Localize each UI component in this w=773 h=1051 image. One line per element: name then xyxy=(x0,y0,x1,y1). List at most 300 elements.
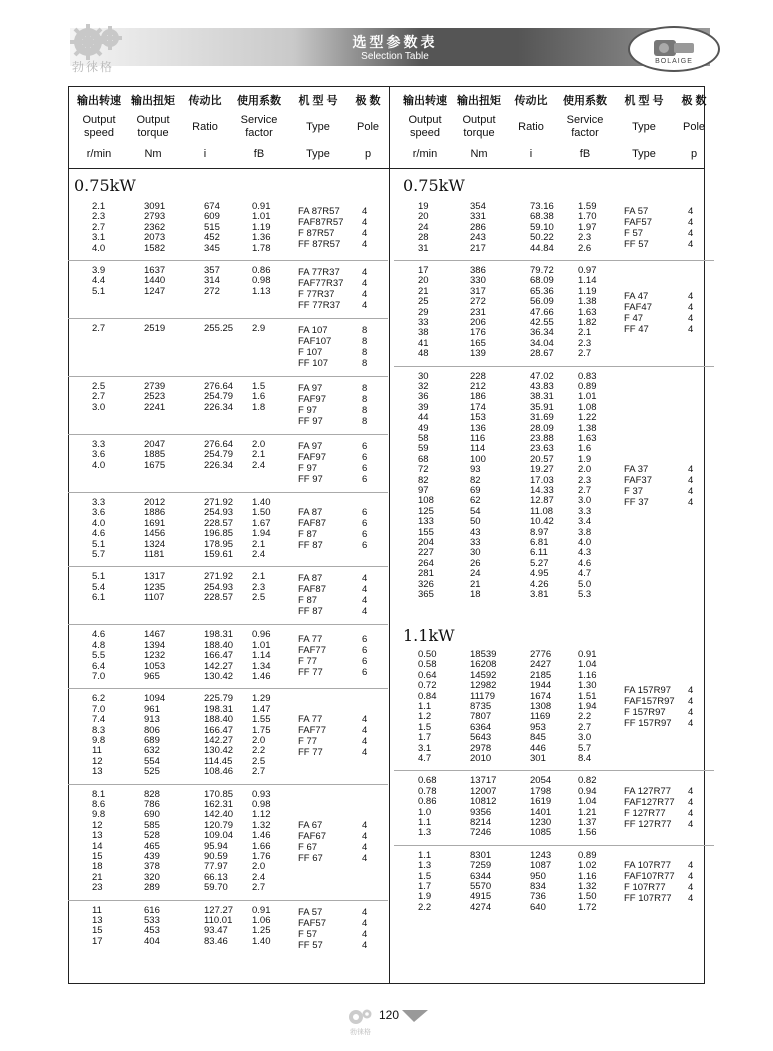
cell-speed: 5.4 xyxy=(92,581,106,593)
cell-torque: 828 xyxy=(144,788,160,800)
cell-torque: 62 xyxy=(470,495,481,507)
cell-sf: 1.5 xyxy=(252,381,266,392)
cell-torque: 1235 xyxy=(144,581,166,593)
cell-torque: 286 xyxy=(470,221,486,233)
group-separator xyxy=(68,566,388,567)
group-separator xyxy=(68,434,388,435)
cell-torque: 2978 xyxy=(470,742,492,754)
type-cell: FF 77 xyxy=(298,747,323,758)
cell-ratio: 44.84 xyxy=(530,242,554,254)
cell-speed: 326 xyxy=(418,578,434,590)
cell-sf: 0.83 xyxy=(578,370,597,382)
type-cell: FA 107R77 xyxy=(624,860,672,871)
cell-sf: 5.0 xyxy=(578,578,592,590)
pole-cell: 4 xyxy=(688,818,694,830)
cell-ratio: 50.22 xyxy=(530,232,554,244)
cell-torque: 2241 xyxy=(144,401,166,413)
cell-ratio: 108.46 xyxy=(204,766,234,778)
cell-speed: 7.4 xyxy=(92,714,106,726)
cell-torque: 525 xyxy=(144,766,160,778)
pole-cell: 8 xyxy=(362,358,368,369)
cell-speed: 33 xyxy=(418,317,429,328)
footer-gear-icon xyxy=(346,1006,376,1028)
cell-torque: 30 xyxy=(470,547,481,559)
pole-cell: 4 xyxy=(688,696,694,708)
cell-speed: 1.2 xyxy=(418,711,432,723)
cell-torque: 1247 xyxy=(144,285,166,297)
cell-torque: 331 xyxy=(470,211,486,223)
cell-ratio: 254.79 xyxy=(204,391,234,403)
cell-sf: 1.32 xyxy=(578,881,597,892)
cell-ratio: 66.13 xyxy=(204,871,228,883)
header-unit-1: Nm xyxy=(144,148,162,160)
cell-torque: 965 xyxy=(144,671,160,682)
type-cell: FA 87R57 xyxy=(298,206,340,217)
cell-ratio: 357 xyxy=(204,265,220,276)
cell-torque: 1582 xyxy=(144,242,166,254)
pole-cell: 8 xyxy=(362,347,368,358)
pole-cell: 4 xyxy=(362,584,368,596)
cell-ratio: 23.88 xyxy=(530,433,554,444)
cell-torque: 2047 xyxy=(144,439,166,450)
cell-sf: 2.3 xyxy=(578,474,592,486)
cell-ratio: 130.42 xyxy=(204,671,234,682)
header-rule xyxy=(68,168,705,169)
cell-speed: 0.84 xyxy=(418,690,437,702)
cell-ratio: 1401 xyxy=(530,806,552,818)
cell-sf: 1.59 xyxy=(578,201,597,212)
cell-speed: 3.3 xyxy=(92,439,106,450)
cell-ratio: 59.10 xyxy=(530,221,554,233)
cell-sf: 2.7 xyxy=(252,766,266,778)
cell-torque: 806 xyxy=(144,724,160,736)
cell-torque: 1637 xyxy=(144,265,166,276)
header-cn-4: 机 型 号 xyxy=(624,95,664,107)
pole-cell: 4 xyxy=(362,917,368,929)
type-cell: FAF87 xyxy=(298,584,326,596)
cell-sf: 1.46 xyxy=(252,830,271,842)
cell-speed: 264 xyxy=(418,557,434,569)
pole-cell: 4 xyxy=(362,606,368,618)
type-cell: FF 97 xyxy=(298,416,323,427)
pole-cell: 4 xyxy=(362,819,368,831)
cell-torque: 136 xyxy=(470,422,486,434)
header-en-4: Type xyxy=(632,121,656,133)
type-cell: F 157R97 xyxy=(624,707,666,719)
cell-sf: 2.7 xyxy=(578,485,592,496)
cell-speed: 12 xyxy=(92,755,103,767)
pole-cell: 6 xyxy=(362,518,368,530)
section-title-075kw-left: 0.75kW xyxy=(74,176,136,195)
cell-ratio: 254.93 xyxy=(204,581,234,593)
cell-ratio: 225.79 xyxy=(204,693,234,705)
cell-sf: 2.1 xyxy=(578,327,592,339)
cell-sf: 1.55 xyxy=(252,714,271,726)
cell-ratio: 90.59 xyxy=(204,851,228,862)
header-unit-5: p xyxy=(364,148,372,160)
cell-speed: 82 xyxy=(418,474,429,486)
cell-sf: 1.12 xyxy=(252,809,271,821)
cell-sf: 0.94 xyxy=(578,785,597,797)
cell-ratio: 226.34 xyxy=(204,459,234,471)
cell-speed: 14 xyxy=(92,840,103,852)
header-cn-1: 输出扭矩 xyxy=(131,95,175,107)
cell-speed: 44 xyxy=(418,412,429,424)
cell-ratio: 188.40 xyxy=(204,714,234,726)
type-cell: FAF67 xyxy=(298,830,326,842)
cell-sf: 1.32 xyxy=(252,819,271,831)
cell-ratio: 95.94 xyxy=(204,840,228,852)
cell-torque: 69 xyxy=(470,485,481,496)
pole-cell: 4 xyxy=(688,785,694,797)
cell-torque: 139 xyxy=(470,348,486,360)
cell-sf: 2.5 xyxy=(252,592,266,604)
type-cell: FF 157R97 xyxy=(624,718,672,730)
cell-torque: 116 xyxy=(470,433,486,444)
cell-ratio: 314 xyxy=(204,275,220,287)
header-unit-2: i xyxy=(203,148,207,160)
pole-cell: 6 xyxy=(362,667,368,679)
cell-ratio: 14.33 xyxy=(530,485,554,496)
type-cell: FAF157R97 xyxy=(624,696,675,708)
cell-torque: 3091 xyxy=(144,201,166,212)
cell-torque: 2362 xyxy=(144,221,166,233)
cell-torque: 114 xyxy=(470,443,486,455)
cell-torque: 5570 xyxy=(470,881,492,892)
cell-ratio: 254.79 xyxy=(204,449,234,461)
page-banner xyxy=(0,0,773,78)
type-cell: FAF127R77 xyxy=(624,796,675,808)
pole-cell: 4 xyxy=(362,906,368,918)
type-cell: F 97 xyxy=(298,463,318,474)
type-cell: F 77R37 xyxy=(298,289,335,300)
cell-speed: 1.7 xyxy=(418,732,432,744)
cell-ratio: 68.09 xyxy=(530,275,554,287)
pole-cell: 8 xyxy=(362,336,368,347)
pole-cell: 4 xyxy=(688,301,694,313)
cell-speed: 2.7 xyxy=(92,391,106,403)
cell-sf: 1.67 xyxy=(252,517,271,529)
cell-ratio: 11.08 xyxy=(530,505,554,517)
pole-cell: 4 xyxy=(688,860,694,871)
cell-torque: 2073 xyxy=(144,232,166,244)
cell-speed: 21 xyxy=(418,285,429,297)
cell-speed: 3.6 xyxy=(92,449,106,461)
cell-sf: 1.50 xyxy=(252,507,271,519)
cell-ratio: 127.27 xyxy=(204,904,234,916)
type-cell: F 107R77 xyxy=(624,882,666,893)
cell-speed: 204 xyxy=(418,537,434,548)
cell-sf: 2.7 xyxy=(252,882,266,894)
cell-ratio: 1944 xyxy=(530,680,552,692)
cell-speed: 2.7 xyxy=(92,221,106,233)
cell-ratio: 446 xyxy=(530,742,546,754)
cell-speed: 13 xyxy=(92,830,103,842)
cell-torque: 176 xyxy=(470,327,486,339)
pole-cell: 4 xyxy=(688,228,694,239)
cell-ratio: 43.83 xyxy=(530,381,554,392)
cell-speed: 1.0 xyxy=(418,806,432,818)
cell-sf: 2.0 xyxy=(252,735,266,746)
pole-cell: 4 xyxy=(688,796,694,808)
cell-ratio: 4.95 xyxy=(530,568,549,580)
cell-speed: 0.78 xyxy=(418,785,437,797)
cell-speed: 1.5 xyxy=(418,721,432,733)
cell-speed: 3.9 xyxy=(92,265,106,276)
cell-torque: 378 xyxy=(144,861,160,873)
cell-speed: 5.5 xyxy=(92,650,106,662)
cell-ratio: 255.25 xyxy=(204,323,234,334)
type-cell: FAF107R77 xyxy=(624,871,675,882)
cell-speed: 3.6 xyxy=(92,507,106,519)
group-separator xyxy=(394,366,714,367)
header-cn-3: 使用系数 xyxy=(563,95,607,107)
type-cell: FA 97 xyxy=(298,383,323,394)
cell-ratio: 120.79 xyxy=(204,819,234,831)
pole-cell: 6 xyxy=(362,463,368,474)
cell-ratio: 254.93 xyxy=(204,507,234,519)
cell-speed: 32 xyxy=(418,381,429,392)
cell-ratio: 226.34 xyxy=(204,401,234,413)
type-cell: F 37 xyxy=(624,486,644,497)
cell-speed: 12 xyxy=(92,819,103,831)
cell-ratio: 20.57 xyxy=(530,453,554,465)
cell-ratio: 188.40 xyxy=(204,639,234,651)
cell-ratio: 23.63 xyxy=(530,443,554,455)
cell-speed: 1.1 xyxy=(418,849,432,861)
cell-ratio: 5.27 xyxy=(530,557,549,569)
type-cell: FA 107 xyxy=(298,325,328,336)
cell-torque: 317 xyxy=(470,285,486,297)
cell-speed: 8.1 xyxy=(92,788,106,800)
cell-speed: 2.2 xyxy=(418,901,432,913)
header-unit-0: r/min xyxy=(86,148,112,160)
cell-torque: 330 xyxy=(470,275,486,287)
cell-speed: 23 xyxy=(92,882,103,894)
group-separator xyxy=(68,900,388,901)
group-separator xyxy=(68,376,388,377)
type-cell: F 87 xyxy=(298,529,318,541)
cell-ratio: 38.31 xyxy=(530,391,554,403)
cell-sf: 3.0 xyxy=(578,495,592,507)
cell-torque: 206 xyxy=(470,317,486,328)
cell-speed: 7.0 xyxy=(92,671,106,682)
cell-torque: 1467 xyxy=(144,629,166,641)
cell-ratio: 272 xyxy=(204,285,220,297)
cell-ratio: 110.01 xyxy=(204,915,233,926)
type-cell: FAF37 xyxy=(624,475,652,486)
cell-speed: 4.0 xyxy=(92,517,106,529)
cell-torque: 228 xyxy=(470,370,486,382)
pole-cell: 4 xyxy=(362,747,368,758)
cell-sf: 1.40 xyxy=(252,497,271,508)
cell-speed: 0.72 xyxy=(418,680,437,692)
pole-cell: 4 xyxy=(688,807,694,819)
cell-sf: 1.37 xyxy=(578,817,597,828)
pole-cell: 4 xyxy=(688,206,694,217)
cell-sf: 1.76 xyxy=(252,851,271,862)
cell-torque: 165 xyxy=(470,337,486,349)
cell-torque: 2519 xyxy=(144,323,166,334)
cell-ratio: 73.16 xyxy=(530,201,554,212)
pole-cell: 6 xyxy=(362,529,368,541)
cell-ratio: 47.02 xyxy=(530,370,554,382)
header-cn-5: 极 数 xyxy=(681,95,707,107)
cell-speed: 58 xyxy=(418,433,429,444)
cell-sf: 1.38 xyxy=(578,296,597,308)
cell-torque: 1885 xyxy=(144,449,166,461)
cell-torque: 243 xyxy=(470,232,486,244)
type-cell: FA 47 xyxy=(624,290,649,302)
type-cell: FAF107 xyxy=(298,336,332,347)
pole-cell: 4 xyxy=(688,475,694,486)
cell-sf: 1.08 xyxy=(578,401,597,413)
cell-sf: 1.97 xyxy=(578,221,597,233)
cell-sf: 1.47 xyxy=(252,703,271,715)
cell-sf: 1.29 xyxy=(252,693,271,705)
cell-sf: 4.3 xyxy=(578,547,592,559)
pole-cell: 4 xyxy=(362,725,368,736)
cell-sf: 4.0 xyxy=(578,537,592,548)
cell-torque: 6344 xyxy=(470,870,492,882)
brand-logo-badge xyxy=(628,26,720,72)
type-cell: FA 57 xyxy=(298,906,323,918)
type-cell: F 57 xyxy=(298,928,318,940)
cell-torque: 320 xyxy=(144,871,160,883)
cell-torque: 1440 xyxy=(144,275,166,287)
cell-speed: 5.1 xyxy=(92,538,106,550)
type-cell: FF 57 xyxy=(624,239,649,250)
cell-torque: 453 xyxy=(144,925,160,937)
header-en-5: Pole xyxy=(682,121,706,133)
cell-speed: 39 xyxy=(418,401,429,413)
cell-speed: 1.1 xyxy=(418,817,432,828)
cell-torque: 8214 xyxy=(470,817,492,828)
cell-sf: 3.8 xyxy=(578,526,592,538)
cell-torque: 2793 xyxy=(144,211,166,223)
pole-cell: 4 xyxy=(688,685,694,697)
pole-cell: 4 xyxy=(688,707,694,719)
pole-cell: 8 xyxy=(362,405,368,416)
cell-sf: 3.0 xyxy=(578,732,592,744)
cell-sf: 0.93 xyxy=(252,788,271,800)
cell-speed: 41 xyxy=(418,337,429,349)
cell-torque: 616 xyxy=(144,904,160,916)
type-cell: FF 127R77 xyxy=(624,818,672,830)
pole-cell: 6 xyxy=(362,540,368,552)
cell-torque: 93 xyxy=(470,464,481,476)
type-cell: FF 67 xyxy=(298,852,323,864)
header-cn-4: 机 型 号 xyxy=(298,95,338,107)
cell-ratio: 170.85 xyxy=(204,788,234,800)
cell-torque: 153 xyxy=(470,412,486,424)
pole-cell: 4 xyxy=(362,228,368,239)
type-cell: FF 107 xyxy=(298,358,329,369)
cell-torque: 2012 xyxy=(144,497,166,508)
cell-ratio: 166.47 xyxy=(204,724,234,736)
cell-torque: 212 xyxy=(470,381,486,392)
pole-cell: 4 xyxy=(362,206,368,217)
cell-sf: 0.98 xyxy=(252,799,271,810)
type-cell: FA 127R77 xyxy=(624,785,672,797)
cell-sf: 1.25 xyxy=(252,925,271,937)
type-cell: FA 157R97 xyxy=(624,685,672,697)
cell-ratio: 2776 xyxy=(530,649,552,660)
cell-sf: 2.7 xyxy=(578,721,592,733)
cell-ratio: 8.97 xyxy=(530,526,549,538)
cell-ratio: 301 xyxy=(530,753,546,764)
cell-ratio: 178.95 xyxy=(204,538,234,550)
cell-ratio: 142.27 xyxy=(204,735,234,746)
pole-cell: 4 xyxy=(688,882,694,893)
cell-speed: 25 xyxy=(418,296,429,308)
cell-ratio: 2185 xyxy=(530,669,552,681)
cell-speed: 17 xyxy=(418,265,429,276)
cell-torque: 18 xyxy=(470,589,481,600)
cell-sf: 1.75 xyxy=(252,724,271,736)
cell-torque: 186 xyxy=(470,391,486,403)
cell-torque: 404 xyxy=(144,935,160,947)
cell-sf: 0.91 xyxy=(578,649,597,660)
cell-sf: 1.94 xyxy=(578,701,597,712)
cell-sf: 1.82 xyxy=(578,317,597,328)
header-en-0: Output speed xyxy=(82,114,116,139)
type-cell: F 107 xyxy=(298,347,323,358)
cell-sf: 1.94 xyxy=(252,528,271,540)
cell-torque: 8301 xyxy=(470,849,492,861)
cell-sf: 2.9 xyxy=(252,323,266,334)
cell-sf: 1.46 xyxy=(252,671,271,682)
cell-speed: 30 xyxy=(418,370,429,382)
header-cn-2: 传动比 xyxy=(514,95,548,107)
cell-ratio: 1308 xyxy=(530,701,552,712)
header-cn-1: 输出扭矩 xyxy=(457,95,501,107)
cell-torque: 50 xyxy=(470,516,481,528)
cell-sf: 2.2 xyxy=(252,745,266,757)
cell-speed: 48 xyxy=(418,348,429,360)
cell-sf: 5.3 xyxy=(578,589,592,600)
cell-ratio: 65.36 xyxy=(530,285,554,297)
group-separator xyxy=(68,492,388,493)
cell-ratio: 34.04 xyxy=(530,337,554,349)
group-separator xyxy=(68,260,388,261)
header-en-3: Service factor xyxy=(566,114,604,139)
cell-speed: 68 xyxy=(418,453,429,465)
section-title-11kw-right: 1.1kW xyxy=(403,626,455,645)
cell-sf: 2.3 xyxy=(578,232,592,244)
cell-sf: 1.02 xyxy=(578,860,597,872)
cell-torque: 21 xyxy=(470,578,481,590)
type-cell: FAF87R57 xyxy=(298,217,344,228)
pole-cell: 4 xyxy=(688,497,694,508)
cell-sf: 1.19 xyxy=(252,221,271,233)
pole-cell: 4 xyxy=(362,714,368,725)
cell-ratio: 345 xyxy=(204,242,220,254)
cell-ratio: 1085 xyxy=(530,827,552,839)
header-cn-0: 输出转速 xyxy=(77,95,121,107)
pole-cell: 6 xyxy=(362,452,368,463)
cell-ratio: 1230 xyxy=(530,817,552,828)
cell-speed: 36 xyxy=(418,391,429,403)
cell-sf: 2.1 xyxy=(252,538,266,550)
cell-ratio: 31.69 xyxy=(530,412,554,424)
cell-ratio: 271.92 xyxy=(204,497,234,508)
cell-ratio: 3.81 xyxy=(530,589,549,600)
cell-speed: 6.2 xyxy=(92,693,106,705)
cell-sf: 1.9 xyxy=(578,453,592,465)
cell-sf: 1.04 xyxy=(578,796,597,808)
cell-sf: 1.63 xyxy=(578,433,597,444)
